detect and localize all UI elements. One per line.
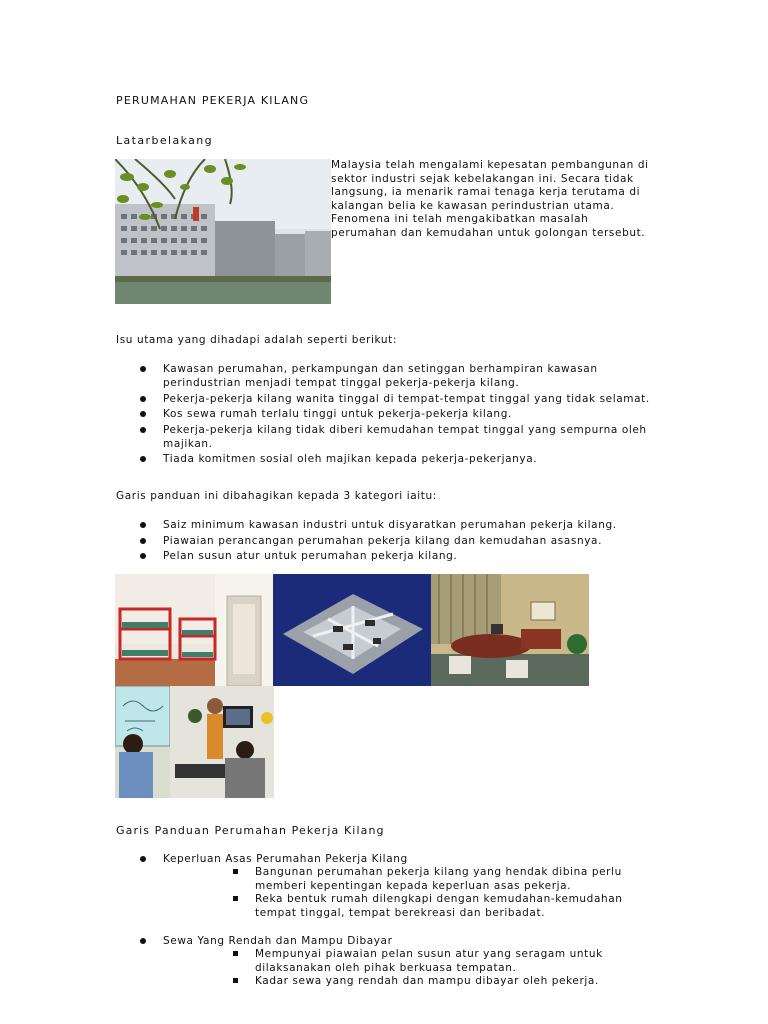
guideline-label: Keperluan Asas Perumahan Pekerja Kilang bbox=[163, 853, 408, 865]
bullet-icon bbox=[140, 427, 146, 433]
bullet-icon bbox=[140, 456, 146, 462]
list-item: Reka bentuk rumah dilengkapi dengan kemudahan-kemudahan tempat tinggal, tempat berekreasi dan beribadat. bbox=[233, 893, 643, 920]
issues-intro: Isu utama yang dihadapi adalah seperti berikut: bbox=[116, 334, 398, 346]
list-item: Pekerja-pekerja kilang wanita tinggal di tempat-tempat tinggal yang tidak selamat. bbox=[138, 392, 658, 406]
dormitory-bunk-bed-photo bbox=[115, 574, 273, 686]
list-item: Mempunyai piawaian pelan susun atur yang seragam untuk dilaksanakan oleh pihak berkuasa tempatan. bbox=[233, 948, 643, 975]
factory-housing-photo bbox=[115, 159, 331, 304]
bullet-icon bbox=[140, 553, 146, 559]
bullet-icon bbox=[140, 538, 146, 544]
section-heading-guidelines: Garis Panduan Perumahan Pekerja Kilang bbox=[116, 824, 385, 837]
page-title: PERUMAHAN PEKERJA KILANG bbox=[116, 94, 310, 107]
guidelines-list bbox=[138, 852, 678, 990]
list-item: Kawasan perumahan, perkampungan dan setinggan berhampiran kawasan perindustrian menjadi tempat tinggal pekerja-pekerja kilang. bbox=[138, 362, 658, 390]
guide-intro: Garis panduan ini dibahagikan kepada 3 kategori iaitu: bbox=[116, 490, 437, 502]
bullet-icon bbox=[140, 856, 146, 862]
guideline-label: Sewa Yang Rendah dan Mampu Dibayar bbox=[163, 935, 393, 947]
square-bullet-icon bbox=[233, 951, 238, 956]
list-item bbox=[138, 934, 678, 989]
list-item bbox=[138, 852, 678, 920]
bullet-icon bbox=[140, 938, 146, 944]
bullet-icon bbox=[140, 366, 146, 372]
list-item: Kos sewa rumah terlalu tinggi untuk pekerja-pekerja kilang. bbox=[138, 407, 658, 421]
list-item: Saiz minimum kawasan industri untuk disyaratkan perumahan pekerja kilang. bbox=[138, 518, 658, 532]
list-item: Pekerja-pekerja kilang tidak diberi kemudahan tempat tinggal yang sempurna oleh majikan. bbox=[138, 423, 658, 451]
floor-plan-3d-photo bbox=[273, 574, 431, 686]
bullet-icon bbox=[140, 411, 146, 417]
training-room-photo bbox=[115, 686, 274, 798]
bullet-icon bbox=[140, 396, 146, 402]
office-room-photo bbox=[431, 574, 589, 686]
list-item: Pelan susun atur untuk perumahan pekerja kilang. bbox=[138, 549, 658, 563]
square-bullet-icon bbox=[233, 869, 238, 874]
list-item: Bangunan perumahan pekerja kilang yang hendak dibina perlu memberi kepentingan kepada keperluan asas pekerja. bbox=[233, 866, 643, 893]
issues-list bbox=[138, 362, 658, 468]
list-item: Tiada komitmen sosial oleh majikan kepada pekerja-pekerjanya. bbox=[138, 452, 658, 466]
list-item: Kadar sewa yang rendah dan mampu dibayar oleh pekerja. bbox=[233, 975, 643, 989]
sub-list bbox=[233, 866, 643, 920]
list-item: Piawaian perancangan perumahan pekerja kilang dan kemudahan asasnya. bbox=[138, 534, 658, 548]
sub-list bbox=[233, 948, 643, 989]
square-bullet-icon bbox=[233, 978, 238, 983]
categories-list bbox=[138, 518, 658, 565]
bullet-icon bbox=[140, 522, 146, 528]
intro-paragraph: Malaysia telah mengalami kepesatan pembangunan di sektor industri sejak kebelakangan ini. Secara tidak langsung, ia menarik ramai tenaga kerja terutama di kalangan belia ke kawasan perindustrian utama. Fenomena ini telah mengakibatkan masalah perumahan dan kemudahan untuk golongan tersebut. bbox=[331, 159, 649, 239]
section-heading-background: Latarbelakang bbox=[116, 134, 214, 147]
square-bullet-icon bbox=[233, 896, 238, 901]
